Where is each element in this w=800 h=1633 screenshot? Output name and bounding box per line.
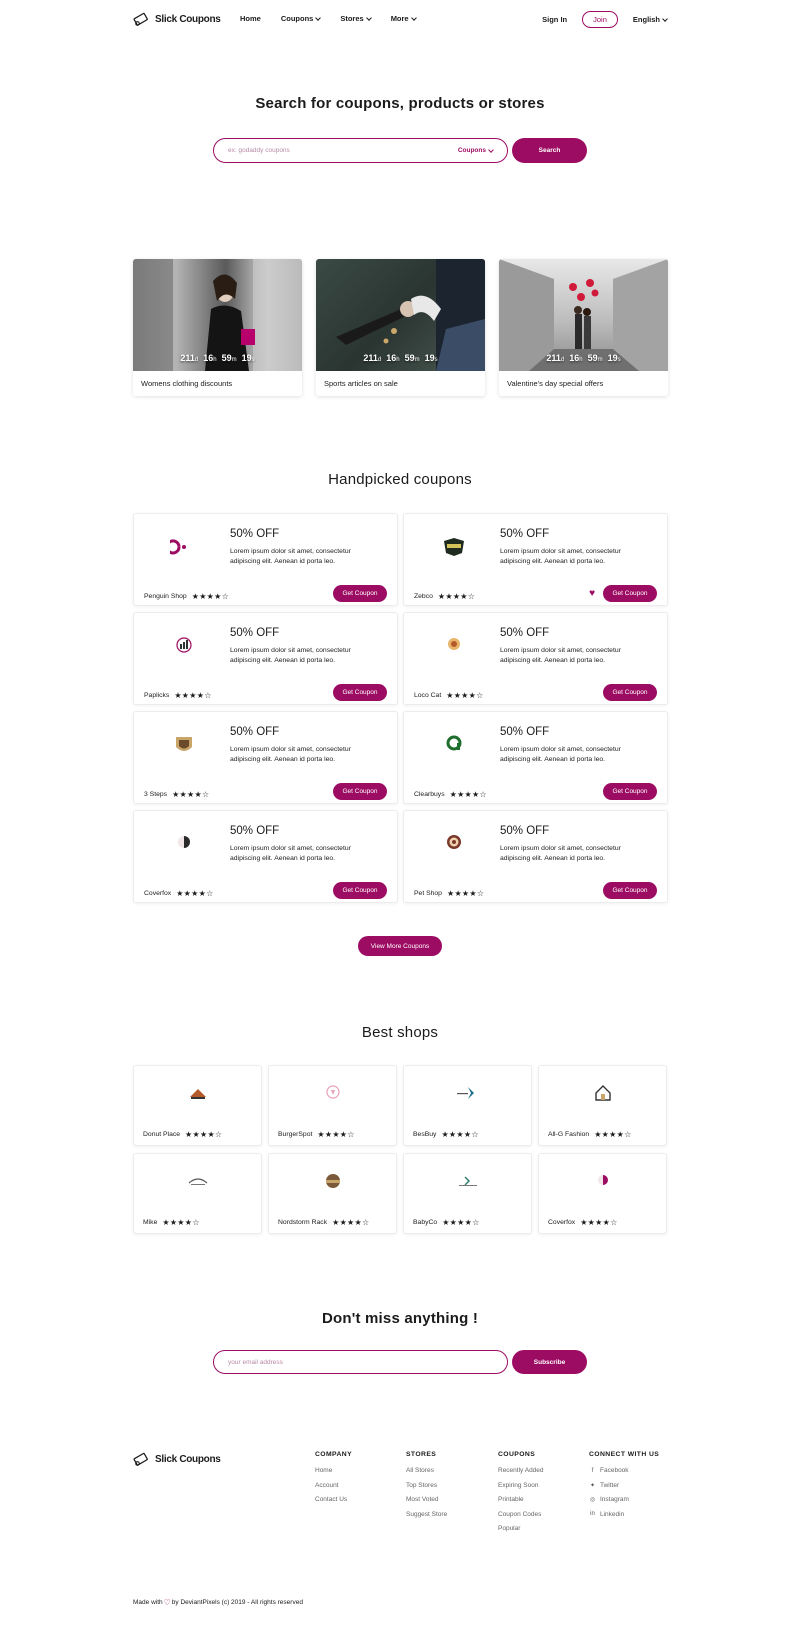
shop-logo: [539, 1080, 666, 1106]
coupon-card: [133, 612, 398, 705]
footer-link[interactable]: Most Voted: [406, 1496, 439, 1503]
footer-brand[interactable]: [133, 1450, 221, 1468]
featured-caption: Womens clothing discounts: [141, 379, 233, 388]
featured-deal-card[interactable]: [499, 259, 668, 396]
rating-stars: ★★★★☆: [172, 790, 210, 799]
shop-card[interactable]: [403, 1153, 532, 1234]
copyright: Made with ♡ by DeviantPixels (c) 2019 - All rights reserved: [133, 1598, 303, 1607]
twitter-icon: ✦: [589, 1482, 596, 1489]
shop-card[interactable]: [538, 1153, 667, 1234]
coupon-discount: 50% OFF: [230, 627, 280, 639]
chevron-down-icon: [662, 16, 668, 22]
shop-logo: [164, 730, 204, 760]
nav-actions: [542, 11, 667, 28]
coupon-card: [403, 810, 668, 903]
social-link-twitter[interactable]: ✦ Twitter: [589, 1481, 620, 1489]
shop-logo: [134, 1080, 261, 1106]
shop-card[interactable]: [403, 1065, 532, 1146]
shop-logo: [134, 1168, 261, 1194]
rating-stars: ★★★★☆: [594, 1130, 632, 1139]
get-coupon-button[interactable]: Get Coupon: [603, 783, 657, 800]
featured-image-sports: [316, 259, 485, 371]
instagram-icon: ◎: [589, 1497, 596, 1503]
footer-link[interactable]: Expiring Soon: [498, 1481, 539, 1489]
footer-link[interactable]: Coupon Codes: [498, 1510, 542, 1518]
coupon-description: Lorem ipsum dolor sit amet, consectetur adipiscing elit. Aenean id porta leo.: [230, 746, 351, 763]
chevron-down-icon: [366, 15, 372, 21]
coupon-description: Lorem ipsum dolor sit amet, consectetur adipiscing elit. Aenean id porta leo.: [230, 647, 351, 664]
shop-logo: [164, 829, 204, 859]
get-coupon-button[interactable]: Get Coupon: [603, 882, 657, 899]
coupon-description: Lorem ipsum dolor sit amet, consectetur adipiscing elit. Aenean id porta leo.: [500, 647, 621, 664]
shop-logo: [434, 532, 474, 562]
subscribe-button[interactable]: Subscribe: [512, 1350, 587, 1374]
rating-stars: ★★★★☆: [185, 1130, 223, 1139]
join-button[interactable]: Join: [582, 11, 618, 28]
rating-stars: ★★★★☆: [446, 691, 484, 700]
social-link-linkedin[interactable]: in Linkedin: [590, 1510, 625, 1518]
countdown-timer: 211d 16h 59m 19s: [180, 353, 255, 363]
coupon-shop: Zebco ★★★★☆: [414, 592, 476, 601]
best-shops-title: Best shops: [361, 1024, 439, 1041]
coupon-scissors-icon: [133, 10, 151, 28]
rating-stars: ★★★★☆: [191, 592, 230, 601]
get-coupon-button[interactable]: Get Coupon: [603, 585, 657, 602]
coupon-description: Lorem ipsum dolor sit amet, consectetur adipiscing elit. Aenean id porta leo.: [500, 746, 621, 763]
chevron-down-icon: [411, 15, 417, 21]
nav-stores[interactable]: Stores: [340, 14, 370, 23]
footer-link[interactable]: Suggest Store: [406, 1510, 448, 1518]
coupon-description: Lorem ipsum dolor sit amet, consectetur adipiscing elit. Aenean id porta leo.: [230, 548, 351, 565]
coupon-shop: Penguin Shop ★★★★☆: [144, 592, 230, 601]
featured-image-valentine: [499, 259, 668, 371]
handpicked-title: Handpicked coupons: [328, 471, 472, 488]
shop-card[interactable]: [268, 1153, 397, 1234]
coupon-discount: 50% OFF: [230, 825, 280, 837]
coupon-card: [133, 711, 398, 804]
coupon-card: [403, 513, 668, 606]
coupon-discount: 50% OFF: [500, 726, 550, 738]
shop-logo: [434, 631, 474, 661]
shop-name: All-G Fashion: [548, 1131, 590, 1138]
rating-stars: ★★★★☆: [437, 592, 476, 601]
shop-logo: [164, 631, 204, 661]
footer-link[interactable]: Recently Added: [498, 1467, 544, 1474]
get-coupon-button[interactable]: Get Coupon: [333, 684, 387, 701]
coupon-card: [133, 810, 398, 903]
coupon-shop: Clearbuys ★★★★☆: [414, 790, 487, 799]
coupon-discount: 50% OFF: [500, 627, 550, 639]
shop-name: BabyCo: [413, 1219, 438, 1226]
rating-stars: ★★★★☆: [176, 889, 214, 898]
coupon-shop: Coverfox ★★★★☆: [144, 889, 214, 898]
shop-logo: [164, 532, 204, 562]
shop-name: Coverfox: [548, 1219, 576, 1226]
shop-name: BurgerSpot: [278, 1131, 313, 1138]
shop-name: BesBuy: [413, 1131, 437, 1138]
coupon-discount: 50% OFF: [230, 528, 280, 540]
footer-link[interactable]: Contact Us: [315, 1496, 348, 1503]
coupon-shop: Paplicks ★★★★☆: [144, 691, 212, 700]
shop-logo: [269, 1080, 396, 1106]
coupon-shop: 3 Steps ★★★★☆: [144, 790, 210, 799]
chevron-down-icon: [316, 15, 322, 21]
footer-column-social: [589, 1451, 659, 1525]
linkedin-icon: in: [590, 1511, 595, 1517]
newsletter-box: [213, 1350, 508, 1374]
social-link-facebook[interactable]: f Facebook: [589, 1467, 659, 1474]
rating-stars: ★★★★☆: [174, 691, 212, 700]
footer-column-title: CONNECT WITH US: [589, 1451, 660, 1458]
get-coupon-button[interactable]: Get Coupon: [333, 585, 387, 602]
nav-more[interactable]: More: [391, 14, 416, 23]
chevron-down-icon: [488, 147, 494, 153]
rating-stars: ★★★★☆: [162, 1218, 200, 1227]
footer-link[interactable]: Home: [315, 1467, 333, 1474]
footer-column-title: COUPONS: [498, 1451, 536, 1458]
featured-image-womens: [133, 259, 302, 371]
brand-logo[interactable]: [133, 10, 221, 28]
featured-deal-card[interactable]: [316, 259, 485, 396]
language-selector[interactable]: English: [633, 15, 667, 24]
search-button[interactable]: Search: [512, 138, 587, 163]
countdown-timer: 211d 16h 59m 19s: [363, 353, 438, 363]
coupon-discount: 50% OFF: [500, 528, 550, 540]
footer-column-stores: [406, 1451, 447, 1525]
footer-link[interactable]: All Stores: [406, 1467, 434, 1474]
featured-caption: Valentine's day special offers: [507, 379, 604, 388]
coupon-description: Lorem ipsum dolor sit amet, consectetur adipiscing elit. Aenean id porta leo.: [500, 548, 621, 565]
rating-stars: ★★★★☆: [442, 1218, 480, 1227]
coupon-description: Lorem ipsum dolor sit amet, consectetur adipiscing elit. Aenean id porta leo.: [500, 845, 621, 862]
heart-icon[interactable]: ♥: [589, 588, 595, 599]
brand-name: Slick Coupons: [155, 1453, 221, 1465]
social-link-instagram[interactable]: ◎ Instagram: [589, 1496, 629, 1503]
featured-caption: Sports articles on sale: [324, 379, 398, 388]
footer-column-company: [315, 1451, 352, 1511]
shop-name: Mike: [143, 1219, 158, 1226]
coupon-discount: 50% OFF: [500, 825, 550, 837]
footer-column-title: STORES: [406, 1451, 437, 1458]
coupon-shop: Pet Shop ★★★★☆: [414, 889, 485, 898]
shop-logo: [404, 1080, 531, 1106]
shop-logo: [434, 829, 474, 859]
rating-stars: ★★★★☆: [580, 1218, 618, 1227]
coupon-card: [403, 711, 668, 804]
coupon-discount: 50% OFF: [230, 726, 280, 738]
footer-column-coupons: [498, 1451, 544, 1540]
footer-link[interactable]: Account: [315, 1481, 339, 1489]
shop-logo: [434, 730, 474, 760]
get-coupon-button[interactable]: Get Coupon: [603, 684, 657, 701]
rating-stars: ★★★★☆: [441, 1130, 479, 1139]
view-more-coupons-button[interactable]: View More Coupons: [358, 936, 442, 956]
get-coupon-button[interactable]: Get Coupon: [333, 783, 387, 800]
featured-deal-card[interactable]: [133, 259, 302, 396]
get-coupon-button[interactable]: Get Coupon: [333, 882, 387, 899]
nav-coupons[interactable]: Coupons: [281, 14, 321, 23]
search-input[interactable]: [228, 147, 458, 154]
hero-title: Search for coupons, products or stores: [255, 95, 545, 112]
shop-logo: [404, 1168, 531, 1194]
rating-stars: ★★★★☆: [449, 790, 487, 799]
shop-card[interactable]: [133, 1065, 262, 1146]
shop-logo: [539, 1168, 666, 1194]
coupon-card: [133, 513, 398, 606]
rating-stars: ★★★★☆: [317, 1130, 355, 1139]
shop-card[interactable]: [133, 1153, 262, 1234]
rating-stars: ★★★★☆: [446, 889, 485, 898]
coupon-scissors-icon: [133, 1450, 151, 1468]
footer-link[interactable]: Printable: [498, 1496, 524, 1503]
search-box: [213, 138, 508, 163]
coupon-description: Lorem ipsum dolor sit amet, consectetur adipiscing elit. Aenean id porta leo.: [230, 845, 351, 862]
nav-home[interactable]: Home: [240, 14, 261, 23]
heart-icon: ♡: [163, 1598, 171, 1607]
search-category-select[interactable]: Coupons: [458, 147, 493, 154]
countdown-timer: 211d 16h 59m 19s: [546, 353, 621, 363]
nav-links: [240, 14, 436, 23]
top-navbar: [0, 0, 800, 38]
facebook-icon: f: [591, 1467, 594, 1474]
footer-column-title: COMPANY: [315, 1451, 353, 1458]
shop-name: Donut Place: [143, 1131, 181, 1138]
newsletter-title: Don't miss anything !: [321, 1310, 479, 1327]
footer-link[interactable]: Top Stores: [406, 1481, 438, 1489]
coupon-card: [403, 612, 668, 705]
coupon-shop: Loco Cat ★★★★☆: [414, 691, 484, 700]
shop-name: Nordstorm Rack: [278, 1219, 328, 1226]
email-input[interactable]: [228, 1359, 493, 1366]
shop-card[interactable]: [538, 1065, 667, 1146]
shop-card[interactable]: [268, 1065, 397, 1146]
signin-link[interactable]: Sign In: [542, 15, 568, 24]
brand-name: Slick Coupons: [155, 13, 221, 25]
footer-link[interactable]: Popular: [498, 1525, 521, 1532]
rating-stars: ★★★★☆: [332, 1218, 370, 1227]
shop-logo: [269, 1168, 396, 1194]
